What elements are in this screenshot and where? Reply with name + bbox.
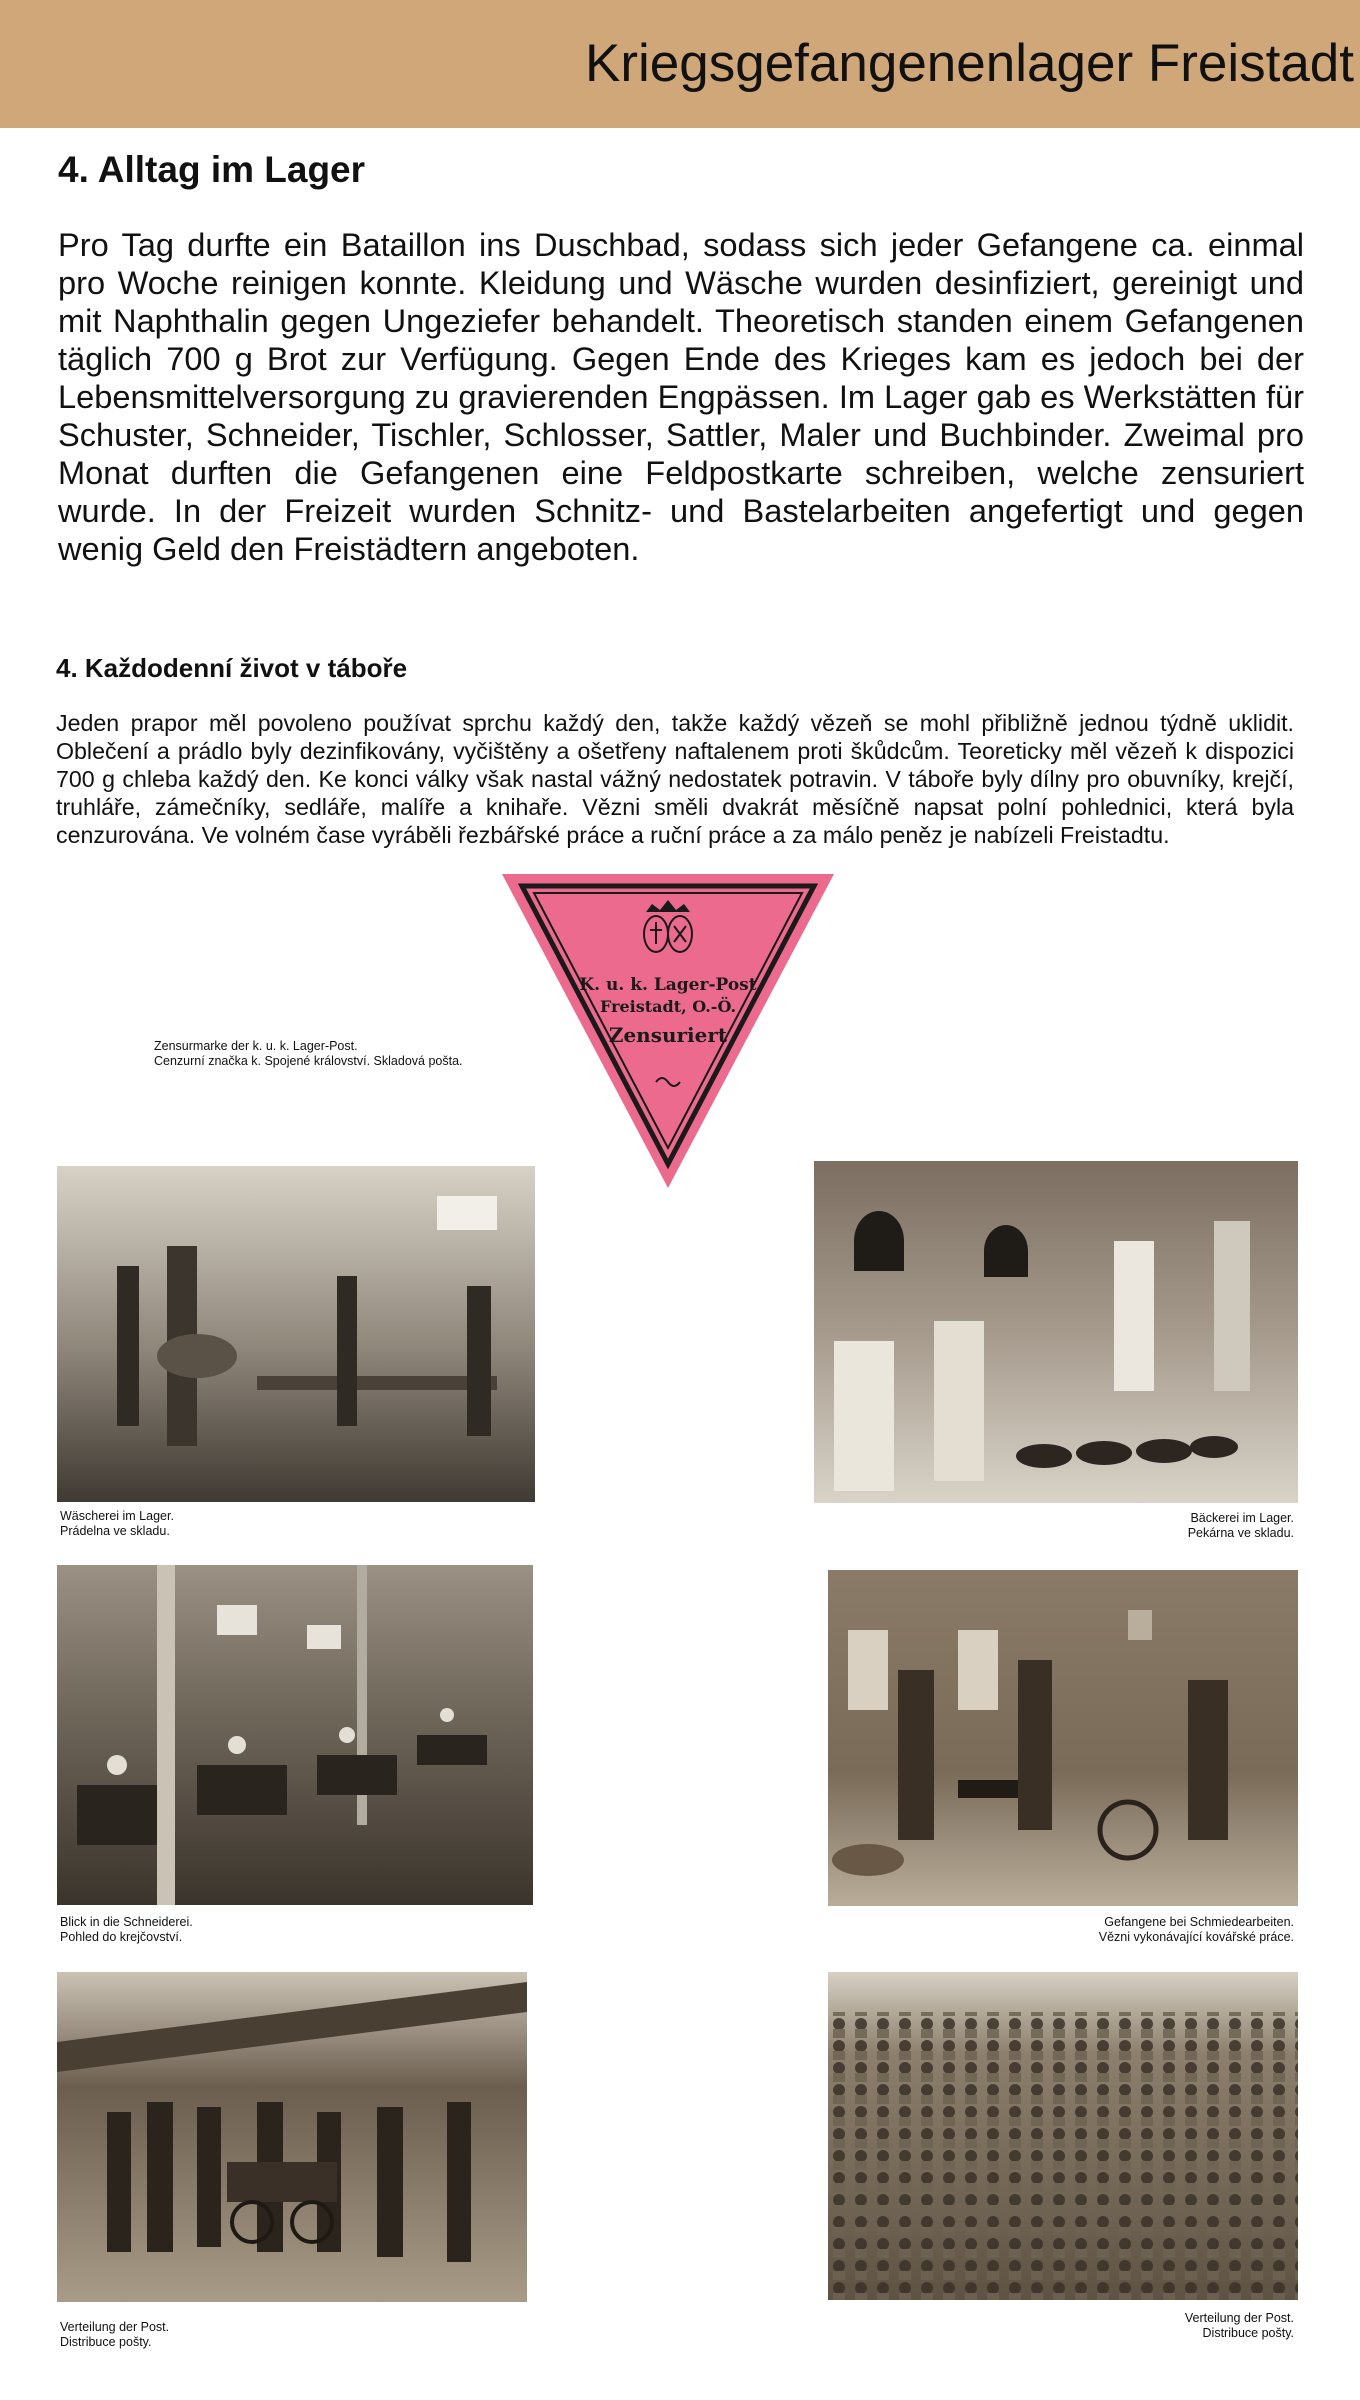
caption-laundry-cz: Prádelna ve skladu. xyxy=(60,1524,170,1538)
photo-smith xyxy=(828,1570,1298,1906)
stamp-line-1: K. u. k. Lager-Post xyxy=(579,975,757,995)
stamp-caption xyxy=(154,1039,463,1069)
photo-post-distribution-2 xyxy=(828,1972,1298,2300)
photo-tailor xyxy=(57,1565,533,1905)
page-title: Kriegsgefangenenlager Freistadt xyxy=(585,34,1354,93)
caption-smith-cz: Vězni vykonávající kovářské práce. xyxy=(1098,1930,1294,1944)
caption-smith xyxy=(1099,1915,1294,1945)
caption-bakery-de: Bäckerei im Lager. xyxy=(1190,1511,1294,1525)
czech-heading: 4. Každodenní život v táboře xyxy=(56,653,408,683)
caption-post-2-cz: Distribuce pošty. xyxy=(1202,2326,1294,2340)
caption-tailor-de: Blick in die Schneiderei. xyxy=(60,1915,193,1929)
caption-post-1-de: Verteilung der Post. xyxy=(60,2320,170,2334)
stamp-line-2: Freistadt, O.-Ö. xyxy=(599,997,737,1016)
header-bar xyxy=(0,0,1360,128)
caption-laundry-de: Wäscherei im Lager. xyxy=(60,1509,174,1523)
caption-smith-de: Gefangene bei Schmiedearbeiten. xyxy=(1104,1915,1294,1929)
caption-tailor-cz: Pohled do krejčovství. xyxy=(60,1930,183,1944)
stamp-line-3: Zensuriert xyxy=(608,1023,728,1047)
caption-post-1-cz: Distribuce pošty. xyxy=(60,2335,152,2349)
censor-stamp-image xyxy=(500,872,836,1190)
czech-body: Jeden prapor měl povoleno používat sprchu každý den, takže každý vězeň se mohl přibližně jednou týdně uklidit. Oblečení a prádlo byly dezinfikovány, vyčištěny a ošetřeny naftalenem proti škůdcům. Teoreticky měl vězeň k dispozici 700 g chleba každý den. Ke konci války však nastal vážný nedostatek potravin. V táboře byly dílny pro obuvníky, krejčí, truhláře, zámečníky, sedláře, malíře a knihaře. Vězni směli dvakrát měsíčně napsat polní pohlednici, která byla cenzurována. Ve volném čase vyráběli řezbářské práce a ruční práce a za málo peněz je nabízeli Freistadtu. xyxy=(56,710,1294,848)
caption-tailor xyxy=(60,1915,193,1945)
caption-post-2 xyxy=(1185,2311,1294,2341)
german-body: Pro Tag durfte ein Bataillon ins Duschbad, sodass sich jeder Gefangene ca. einmal pro Woche reinigen konnte. Kleidung und Wäsche wurden desinfiziert, gereinigt und mit Naphthalin gegen Ungeziefer behandelt. Theoretisch standen einem Gefangenen täglich 700 g Brot zur Verfügung. Gegen Ende des Krieges kam es jedoch bei der Lebensmittelversorgung zu gravierenden Engpässen. Im Lager gab es Werkstätten für Schuster, Schneider, Tischler, Schlosser, Sattler, Maler und Buchbinder. Zweimal pro Monat durften die Gefangenen eine Feldpostkarte schreiben, welche zensuriert wurde. In der Freizeit wurden Schnitz- und Bastelarbeiten angefertigt und gegen wenig Geld den Freistädtern angeboten. xyxy=(58,226,1304,567)
photo-laundry xyxy=(57,1166,535,1502)
caption-bakery xyxy=(1188,1511,1294,1541)
caption-laundry xyxy=(60,1509,174,1539)
caption-post-2-de: Verteilung der Post. xyxy=(1184,2311,1294,2325)
caption-post-1 xyxy=(60,2320,169,2350)
german-heading: 4. Alltag im Lager xyxy=(58,149,366,190)
photo-post-distribution-1 xyxy=(57,1972,527,2302)
stamp-caption-cz: Cenzurní značka k. Spojené království. Skladová pošta. xyxy=(154,1054,463,1068)
stamp-caption-de: Zensurmarke der k. u. k. Lager-Post. xyxy=(154,1039,358,1053)
photo-bakery xyxy=(814,1161,1298,1503)
caption-bakery-cz: Pekárna ve skladu. xyxy=(1187,1526,1294,1540)
